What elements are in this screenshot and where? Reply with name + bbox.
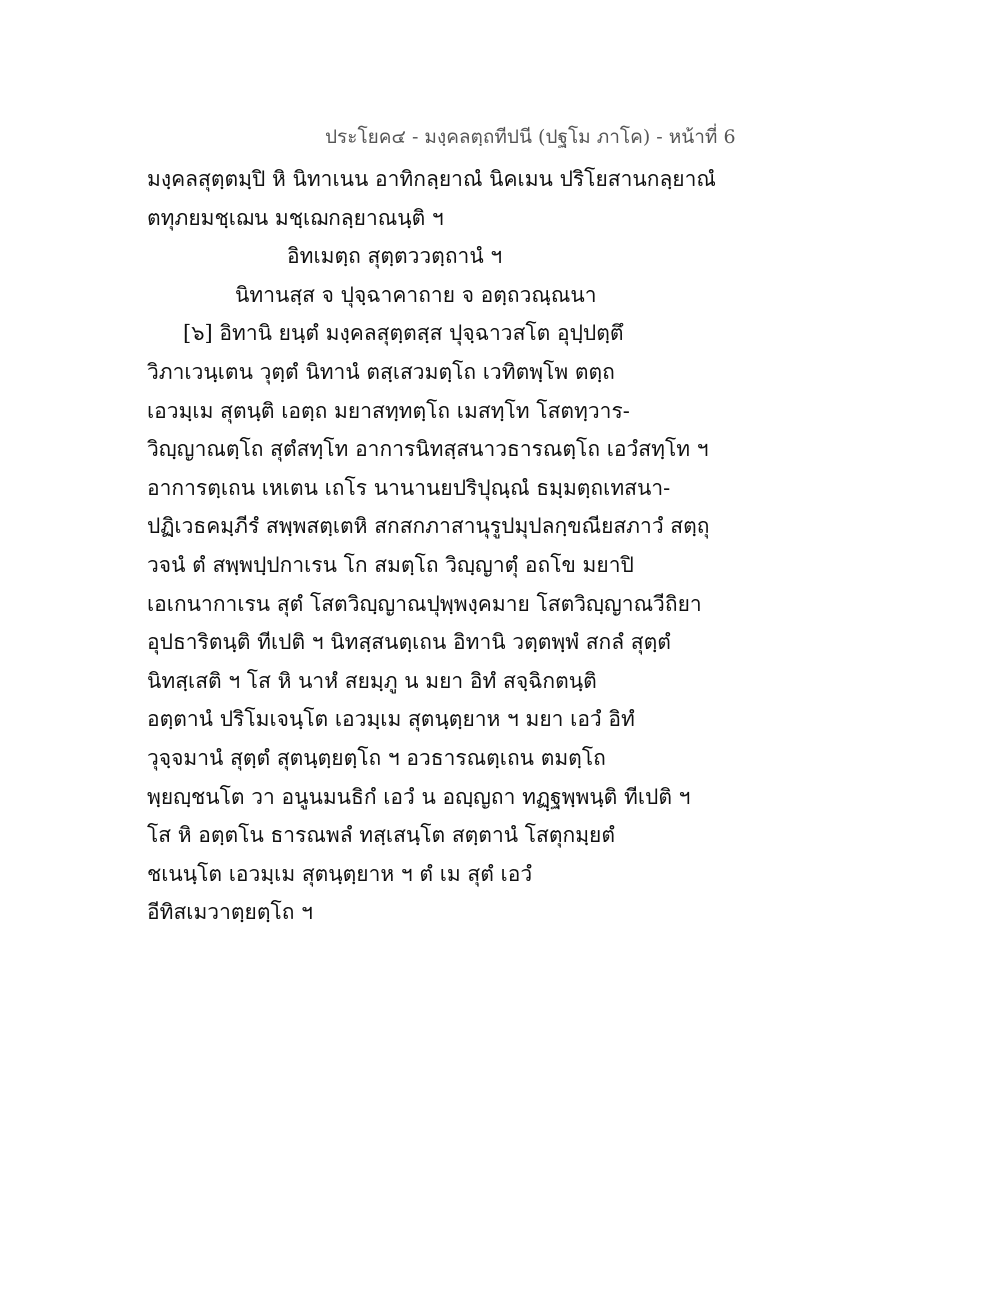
text-line: วิญฺญาณตฺโถ สุตํสทฺโท อาการนิทสฺสนาวธารณตฺโถ เอวํสทฺโท ฯ [147,437,709,462]
running-header: ประโยค๔ - มงฺคลตฺถทีปนี (ปฐโม ภาโค) - หน้าที่ 6 [325,126,736,148]
paragraph-start: [๖] อิทานิ ยนฺตํ มงฺคลสุตฺตสฺส ปุจฺฉาวสโต อุปฺปตฺตึ [183,321,624,346]
body-text [147,160,716,932]
text-line: พฺยญฺชนโต วา อนูนมนธิกํ เอวํ น อญฺญถา ทฏฺฐพฺพนฺติ ทีเปติ ฯ [147,784,691,809]
text-line: เอวมฺเม สุตนฺติ เอตฺถ มยาสทฺทตฺโถ เมสทฺโท โสตทฺวาร- [147,398,630,423]
text-line: อตฺตานํ ปริโมเจนฺโต เอวมฺเม สุตนฺตฺยาห ฯ มยา เอวํ อิทํ [147,707,635,732]
text-line: โส หิ อตฺตโน ธารณพลํ ทสฺเสนฺโต สตฺตานํ โสตุกมฺยตํ [147,823,615,848]
text-line: อาการตฺเถน เหเตน เถโร นานานยปริปุณฺณํ ธมฺมตฺถเทสนา- [147,475,671,500]
text-line: อีทิสเมวาตฺยตฺโถ ฯ [147,900,313,925]
text-line: นิทสฺเสติ ฯ โส หิ นาหํ สยมฺภู น มยา อิทํ สจฺฉิกตนฺติ [147,668,597,693]
text-line: เอเกนากาเรน สุตํ โสตวิญฺญาณปุพฺพงฺคมาย โสตวิญฺญาณวีถิยา [147,591,702,616]
text-line: วุจฺจมานํ สุตฺตํ สุตนฺตฺยตฺโถ ฯ อวธารณตฺเถน ตมตฺโถ [147,745,606,770]
text-line: วจนํ ตํ สพฺพปฺปกาเรน โก สมตฺโถ วิญฺญาตุํ อถโข มยาปิ [147,552,634,577]
text-line: ปฏิเวธคมฺภีรํ สพฺพสตฺเตหิ สกสกภาสานุรูปมุปลกฺขณียสภาวํ สตฺถุ [147,514,710,539]
text-line: มงฺคลสุตฺตมฺปิ หิ นิทาเนน อาทิกลฺยาณํ นิคเมน ปริโยสานกลฺยาณํ [147,167,716,191]
section-heading: อิทเมตฺถ สุตฺตววตฺถานํ ฯ [287,244,503,269]
text-line: อุปธาริตนฺติ ทีเปติ ฯ นิทสฺสนตฺเถน อิทานิ วตฺตพฺพํ สกลํ สุตฺตํ [147,630,671,655]
text-line: ตทุภยมชฺเฌน มชฺเฌกลฺยาณนฺติ ฯ [147,205,444,230]
section-heading: นิทานสฺส จ ปุจฺฉาคาถาย จ อตฺถวณฺณนา [235,282,597,307]
text-line: ชเนนฺโต เอวมฺเม สุตนฺตฺยาห ฯ ตํ เม สุตํ เอวํ [147,861,533,886]
text-line: วิภาเวนฺเตน วุตฺตํ นิทานํ ตสฺเสวมตฺโถ เวทิตพฺโพ ตตฺถ [147,359,615,384]
